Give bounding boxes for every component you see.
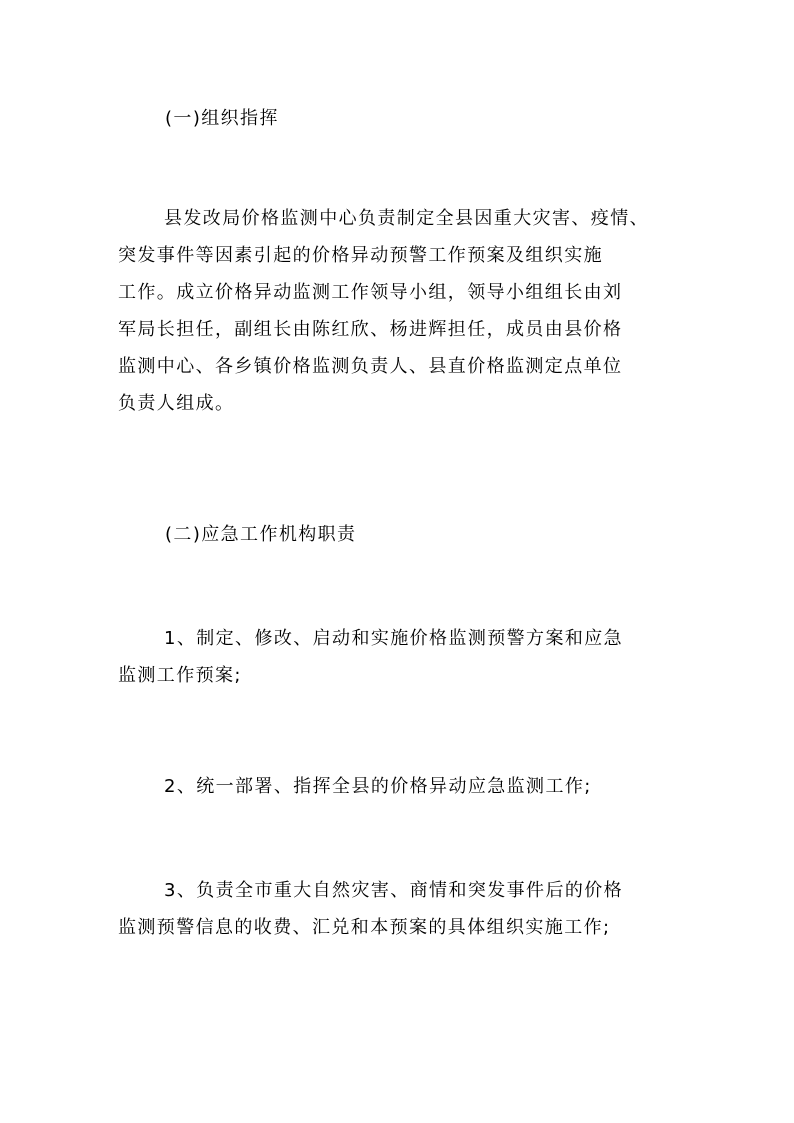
list-item-1 <box>118 620 680 694</box>
paragraph-line: 突发事件等因素引起的价格异动预警工作预案及组织实施 <box>118 245 603 266</box>
list-item-line: 3、负责全市重大自然灾害、商情和突发事件后的价格 <box>164 880 624 901</box>
paragraph-line: 监测中心、各乡镇价格监测负责人、县直价格监测定点单位 <box>118 356 623 377</box>
heading-text: (一)组织指挥 <box>165 108 279 129</box>
list-item-line: 2、统一部署、指挥全县的价格异动应急监测工作; <box>164 776 592 797</box>
list-item-2 <box>118 768 680 805</box>
section-heading-duties <box>165 516 727 553</box>
paragraph-organization <box>118 200 680 422</box>
paragraph-line: 负责人组成。 <box>118 393 235 414</box>
list-item-line: 监测工作预案; <box>118 665 242 686</box>
paragraph-line: 县发改局价格监测中心负责制定全县因重大灾害、疫情、 <box>164 208 649 229</box>
list-item-line: 监测预警信息的收费、汇兑和本预案的具体组织实施工作; <box>118 917 611 938</box>
section-heading-organization <box>165 100 727 137</box>
paragraph-line: 工作。成立价格异动监测工作领导小组，领导小组组长由刘 <box>118 282 623 303</box>
heading-text: (二)应急工作机构职责 <box>165 524 357 545</box>
list-item-3 <box>118 872 680 946</box>
list-item-line: 1、制定、修改、启动和实施价格监测预警方案和应急 <box>164 628 624 649</box>
paragraph-line: 军局长担任，副组长由陈红欣、杨进辉担任，成员由县价格 <box>118 319 623 340</box>
